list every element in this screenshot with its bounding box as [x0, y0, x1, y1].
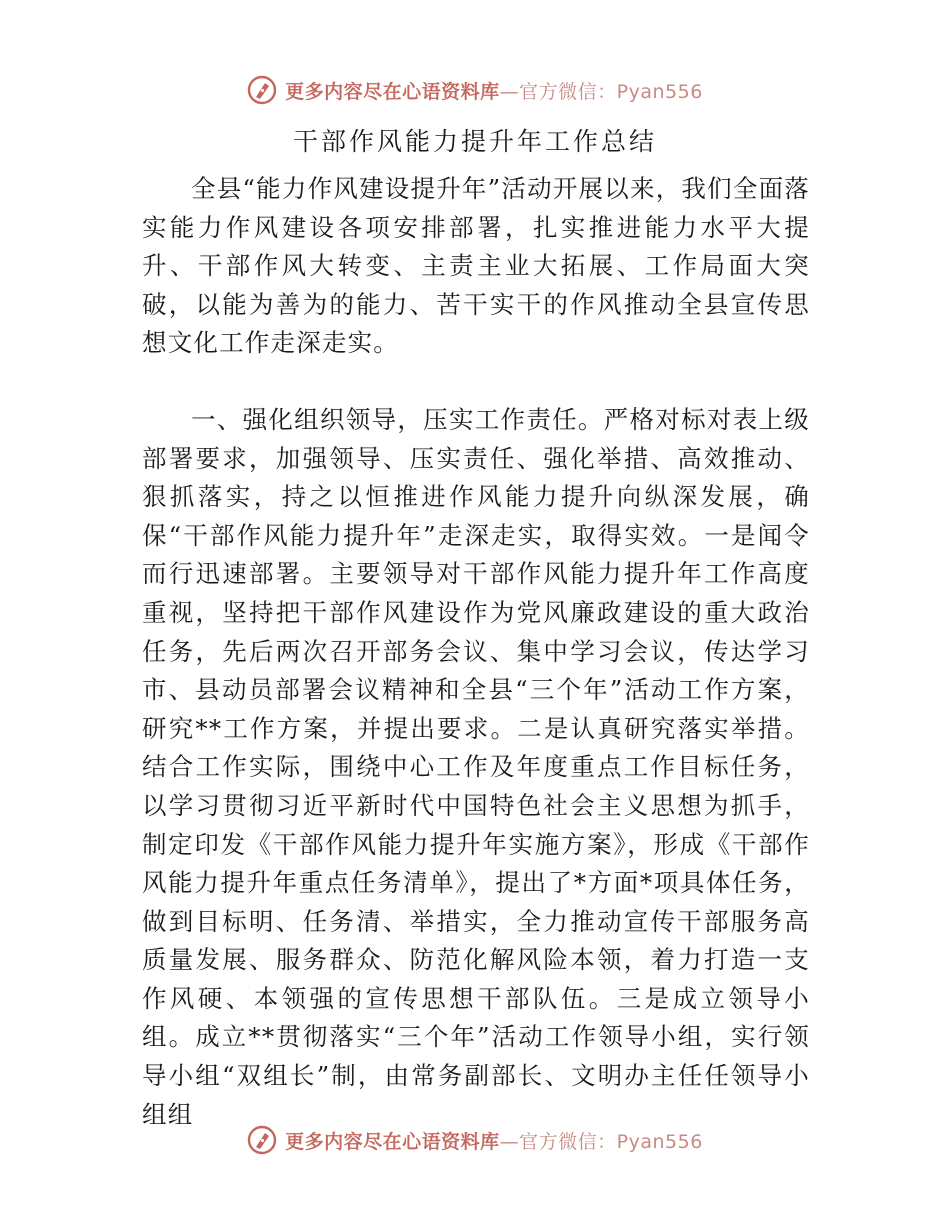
watermark-text: 更多内容尽在心语资料库—官方微信：Pyan556 [285, 80, 703, 103]
watermark-footer [0, 1120, 950, 1160]
pen-nib-icon [247, 75, 277, 105]
watermark-header [0, 70, 950, 110]
document-body [142, 170, 810, 1134]
watermark-text: 更多内容尽在心语资料库—官方微信：Pyan556 [285, 1130, 703, 1153]
paragraph-section-one: 一、强化组织领导，压实工作责任。严格对标对表上级部署要求，加强领导、压实责任、强化举措、高效推动、狠抓落实，持之以恒推进作风能力提升向纵深发展，确保“干部作风能力提升年”走深走实，取得实效。一是闻令而行迅速部署。主要领导对干部作风能力提升年工作高度重视，坚持把干部作风建设作为党风廉政建设的重大政治任务，先后两次召开部务会议、集中学习会议，传达学习市、县动员部署会议精神和全县“三个年”活动工作方案，研究**工作方案，并提出要求。二是认真研究落实举措。结合工作实际，围绕中心工作及年度重点工作目标任务，以学习贯彻习近平新时代中国特色社会主义思想为抓手，制定印发《干部作风能力提升年实施方案》，形成《干部作风能力提升年重点任务清单》，提出了*方面*项具体任务，做到目标明、任务清、举措实，全力推动宣传干部服务高质量发展、服务群众、防范化解风险本领，着力打造一支作风硬、本领强的宣传思想干部队伍。三是成立领导小组。成立**贯彻落实“三个年”活动工作领导小组，实行领导小组“双组长”制，由常务副部长、文明办主任任领导小组组 [142, 404, 810, 1129]
document-title: 干部作风能力提升年工作总结 [292, 127, 657, 156]
pen-nib-icon [247, 1125, 277, 1155]
paragraph-intro: 全县“能力作风建设提升年”活动开展以来，我们全面落实能力作风建设各项安排部署，扎实推进能力水平大提升、干部作风大转变、主责主业大拓展、工作局面大突破，以能为善为的能力、苦干实干的作风推动全县宣传思想文化工作走深走实。 [142, 174, 810, 358]
